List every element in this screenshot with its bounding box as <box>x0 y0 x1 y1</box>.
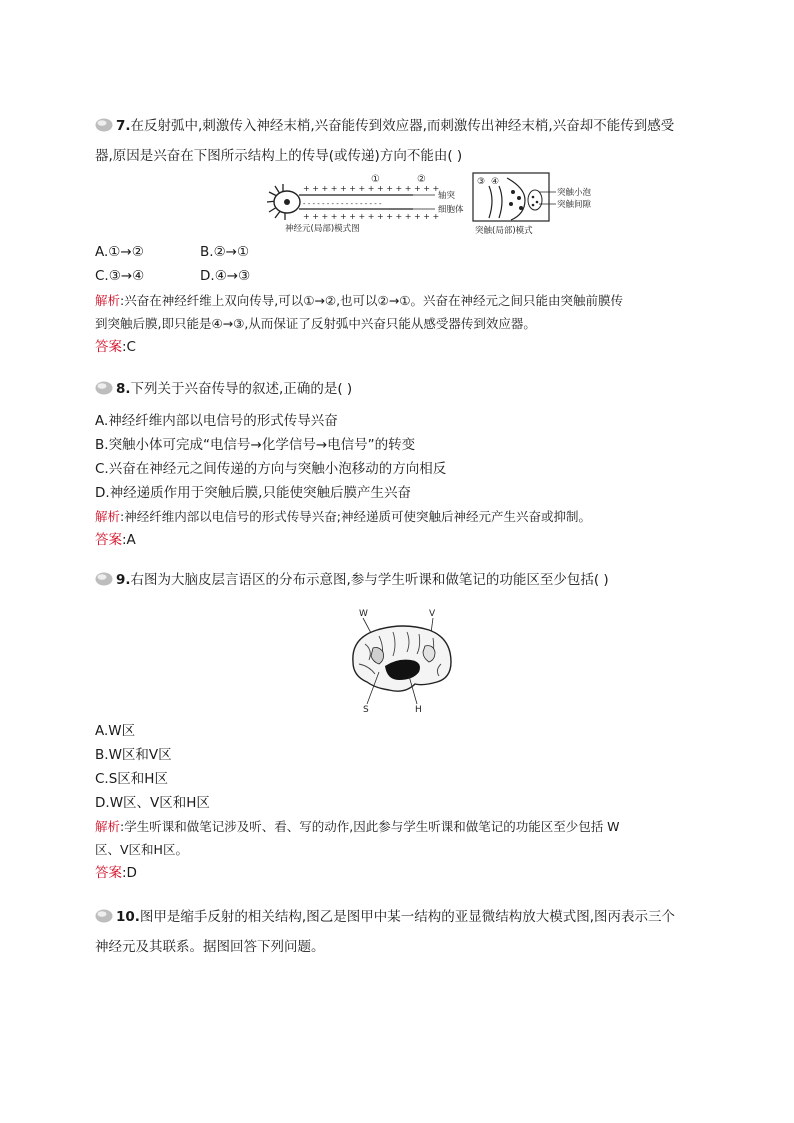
question-bullet-icon <box>95 118 113 132</box>
analysis-text: :兴奋在神经纤维上双向传导,可以①→②,也可以②→①。兴奋在神经元之间只能由突触前膜传 <box>120 293 623 308</box>
label-axon: 轴突 <box>438 191 456 201</box>
answer <box>95 528 700 552</box>
label-v: V <box>429 609 436 619</box>
label-vesicle: 突触小泡 <box>557 188 592 198</box>
analysis-label: 解析 <box>95 819 121 834</box>
analysis <box>95 505 700 528</box>
question-7-stem-line-1 <box>95 112 700 140</box>
option-a[interactable]: A.神经纤维内部以电信号的形式传导兴奋 <box>95 413 338 429</box>
analysis-text: 到突触后膜,即只能是④→③,从而保证了反射弧中兴奋只能从感受器传到效应器。 <box>95 316 536 331</box>
neuron-soma-shape <box>267 184 300 220</box>
question-bullet-icon <box>95 572 113 586</box>
question-stem: 右图为大脑皮层言语区的分布示意图,参与学生听课和做笔记的功能区至少包括( ) <box>130 572 609 588</box>
neuron-caption: 神经元(局部)模式图 <box>285 224 360 234</box>
option-d[interactable]: D.神经递质作用于突触后膜,只能使突触后膜产生兴奋 <box>95 485 411 501</box>
analysis-label: 解析 <box>95 293 121 308</box>
label-circle-1: ① <box>371 174 380 185</box>
analysis <box>95 289 700 335</box>
option-c[interactable]: C.S区和H区 <box>95 771 168 787</box>
question-number: 10. <box>116 909 140 925</box>
answer-label: 答案 <box>95 865 122 881</box>
answer-text: :D <box>122 865 137 881</box>
question-stem: 器,原因是兴奋在下图所示结构上的传导(或传递)方向不能由( ) <box>95 148 463 164</box>
label-w: W <box>359 609 368 619</box>
question-number: 8. <box>116 381 131 397</box>
label-soma: 细胞体 <box>438 205 464 215</box>
brain-language-areas-figure <box>345 604 457 714</box>
analysis-label: 解析 <box>95 509 121 524</box>
question-10-stem-line-1 <box>95 903 700 931</box>
brain-outline-shape <box>353 626 451 691</box>
axon-minus-signs: - - - - - - - - - - - - - - - - - <box>303 200 382 208</box>
question-stem: 神经元及其联系。据图回答下列问题。 <box>95 939 325 955</box>
question-number: 9. <box>116 572 131 588</box>
question-8 <box>95 375 700 552</box>
question-10 <box>95 903 700 959</box>
answer-text: :A <box>122 532 136 548</box>
neuron-synapse-figure <box>263 170 593 236</box>
axon-plus-signs-lower: + + + + + + + + + + + + + + + <box>303 212 440 221</box>
option-c[interactable]: C.兴奋在神经元之间传递的方向与突触小泡移动的方向相反 <box>95 461 447 477</box>
option-d[interactable]: D.④→③ <box>200 268 251 284</box>
label-circle-4: ④ <box>491 177 500 187</box>
question-9 <box>95 566 700 881</box>
question-7-options <box>95 240 700 359</box>
analysis-text: 区、V区和H区。 <box>95 842 188 857</box>
option-b[interactable]: B.W区和V区 <box>95 747 172 763</box>
question-bullet-icon <box>95 909 113 923</box>
analysis-text: :神经纤维内部以电信号的形式传导兴奋;神经递质可使突触后神经元产生兴奋或抑制。 <box>120 509 591 524</box>
label-circle-2: ② <box>417 174 426 185</box>
option-d[interactable]: D.W区、V区和H区 <box>95 795 210 811</box>
answer <box>95 861 700 885</box>
question-stem: 在反射弧中,刺激传入神经末梢,兴奋能传到效应器,而刺激传出神经末梢,兴奋却不能传到感受 <box>130 118 675 134</box>
option-b[interactable]: B.②→① <box>200 244 250 260</box>
label-h: H <box>415 705 422 714</box>
question-9-options <box>95 719 700 885</box>
question-stem: 下列关于兴奋传导的叙述,正确的是( ) <box>130 381 353 397</box>
answer-label: 答案 <box>95 339 122 355</box>
question-9-stem <box>95 566 700 594</box>
option-c[interactable]: C.③→④ <box>95 268 145 284</box>
label-s: S <box>363 705 369 714</box>
option-b[interactable]: B.突触小体可完成“电信号→化学信号→电信号”的转变 <box>95 437 416 453</box>
axon-plus-signs: + + + + + + + + + + + + + + + <box>303 184 440 193</box>
option-a[interactable]: A.W区 <box>95 723 136 739</box>
label-cleft: 突触间隙 <box>557 200 592 210</box>
answer-text: :C <box>122 339 136 355</box>
question-8-stem <box>95 375 700 403</box>
question-bullet-icon <box>95 381 113 395</box>
question-7 <box>95 112 700 355</box>
question-number: 7. <box>116 118 131 134</box>
synapse-caption: 突触(局部)模式 <box>475 226 533 236</box>
analysis <box>95 815 700 861</box>
question-stem: 图甲是缩手反射的相关结构,图乙是图甲中某一结构的亚显微结构放大模式图,图丙表示三个 <box>139 909 676 925</box>
answer <box>95 335 700 359</box>
answer-label: 答案 <box>95 532 122 548</box>
analysis-text: :学生听课和做笔记涉及听、看、写的动作,因此参与学生听课和做笔记的功能区至少包括 W <box>120 819 620 834</box>
label-circle-3: ③ <box>477 177 486 187</box>
option-a[interactable]: A.①→② <box>95 244 144 260</box>
